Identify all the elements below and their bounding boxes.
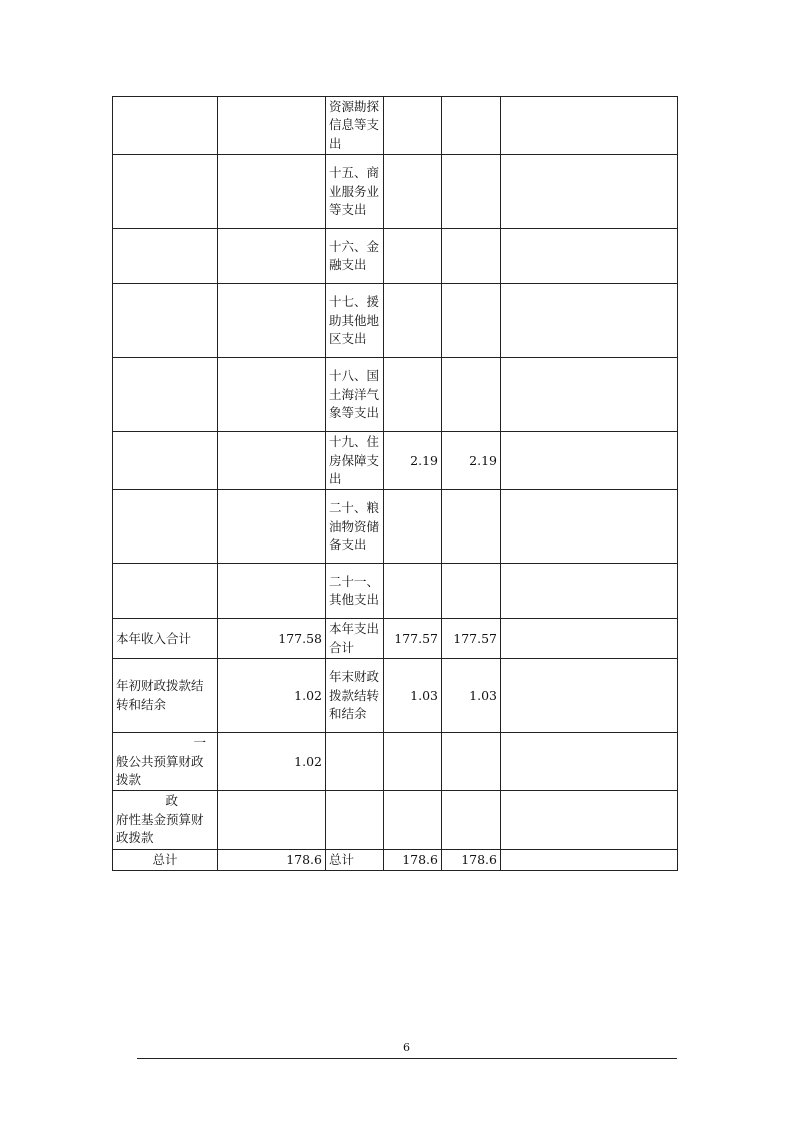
expense-value: 2.19 <box>442 432 501 490</box>
table-row <box>113 564 678 619</box>
expense-value <box>442 564 501 619</box>
expense-item-label: 二十、粮油物资储备支出 <box>326 490 384 564</box>
table-row <box>113 619 678 659</box>
grand-total-value: 178.6 <box>218 849 326 870</box>
carry-in-value: 1.02 <box>218 659 326 733</box>
table-row <box>113 229 678 284</box>
expense-item-label: 十六、金融支出 <box>326 229 384 284</box>
general-budget-rest: 般公共预算财政拨款 <box>116 753 204 788</box>
carry-out-value: 1.03 <box>442 659 501 733</box>
income-total-label: 本年收入合计 <box>113 619 218 659</box>
grand-total-label: 总计 <box>326 849 384 870</box>
general-budget-prefix: 一 <box>193 735 206 751</box>
table-row <box>113 791 678 849</box>
expense-total-label: 本年支出合计 <box>326 619 384 659</box>
expense-item-label: 十七、援助其他地区支出 <box>326 284 384 358</box>
expense-value <box>442 155 501 229</box>
carry-out-label: 年末财政拨款结转和结余 <box>326 659 384 733</box>
expense-value <box>442 229 501 284</box>
expense-item-label: 十九、住房保障支出 <box>326 432 384 490</box>
grand-total-expense: 178.6 <box>442 849 501 870</box>
table-row <box>113 849 678 870</box>
expense-item-label: 二十一、其他支出 <box>326 564 384 619</box>
table-row <box>113 432 678 490</box>
gov-fund-rest: 府性基金预算财政拨款 <box>116 811 204 846</box>
expense-total-value: 177.57 <box>442 619 501 659</box>
general-budget-label <box>113 733 218 791</box>
gov-fund-label <box>113 791 218 849</box>
carry-in-label: 年初财政拨款结转和结余 <box>113 659 218 733</box>
expense-value: 2.19 <box>384 432 442 490</box>
gov-fund-prefix: 政 <box>165 793 178 809</box>
expense-value <box>384 564 442 619</box>
expense-value <box>384 155 442 229</box>
page-number: 6 <box>403 1041 410 1054</box>
table-row <box>113 284 678 358</box>
expense-value <box>384 358 442 432</box>
expense-item-label: 十八、国土海洋气象等支出 <box>326 358 384 432</box>
expense-value <box>442 284 501 358</box>
expense-value <box>384 490 442 564</box>
expense-value <box>384 284 442 358</box>
expense-value <box>384 229 442 284</box>
carry-out-value: 1.03 <box>384 659 442 733</box>
expense-value <box>442 490 501 564</box>
table-row <box>113 733 678 791</box>
grand-total-label: 总计 <box>113 849 218 870</box>
budget-table <box>112 96 678 871</box>
footer-divider <box>137 1058 677 1059</box>
table-row <box>113 490 678 564</box>
table-row <box>113 358 678 432</box>
general-budget-value: 1.02 <box>218 733 326 791</box>
expense-item-label: 资源勘探信息等支出 <box>326 97 384 155</box>
expense-value <box>442 97 501 155</box>
expense-item-label: 十五、商业服务业等支出 <box>326 155 384 229</box>
income-total-value: 177.58 <box>218 619 326 659</box>
expense-total-value: 177.57 <box>384 619 442 659</box>
grand-total-expense: 178.6 <box>384 849 442 870</box>
table-row <box>113 155 678 229</box>
table-row <box>113 659 678 733</box>
expense-value <box>384 97 442 155</box>
expense-value <box>442 358 501 432</box>
table-row <box>113 97 678 155</box>
